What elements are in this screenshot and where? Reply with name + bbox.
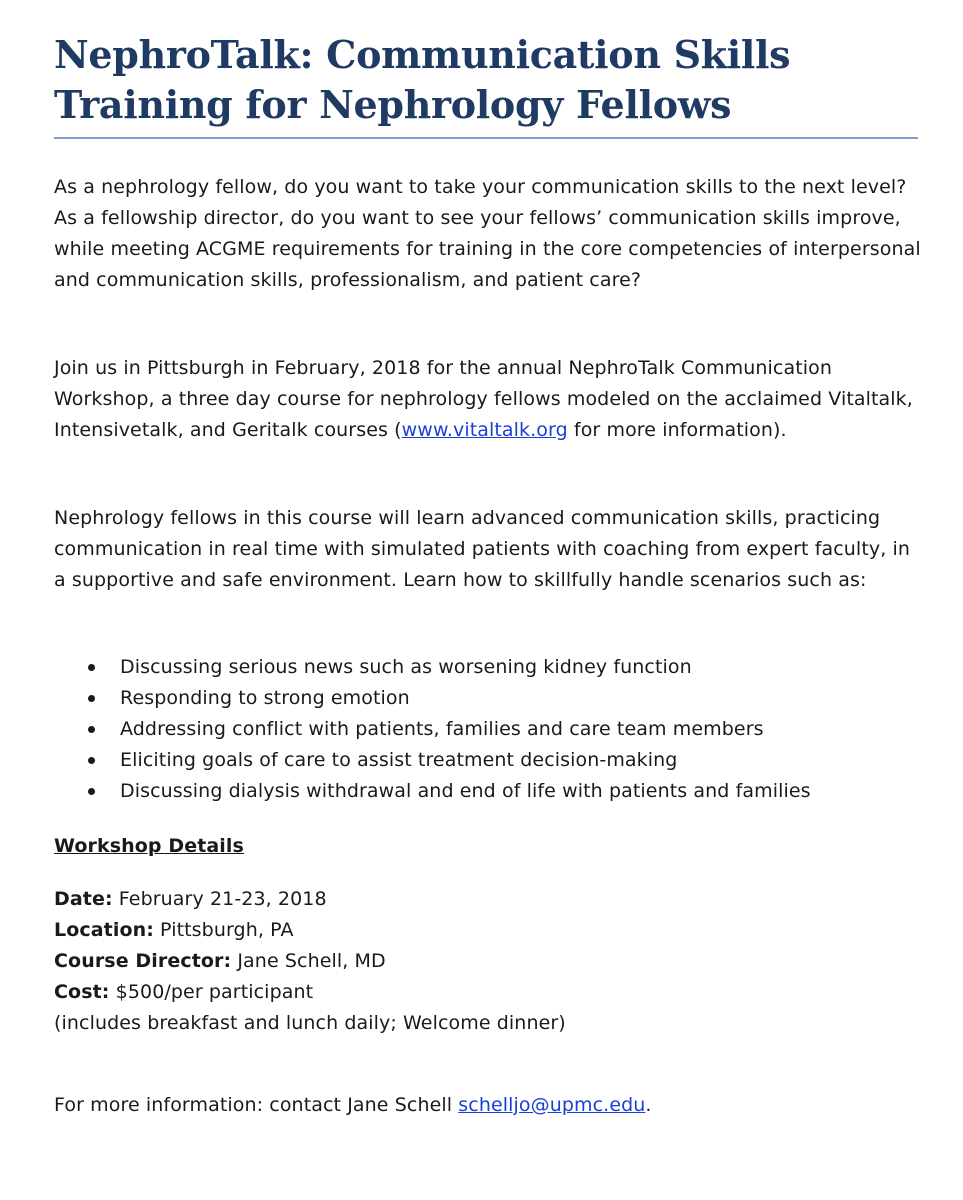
vitaltalk-link[interactable]: www.vitaltalk.org bbox=[401, 419, 568, 441]
detail-date bbox=[54, 884, 934, 915]
list-item-text: Eliciting goals of care to assist treatment decision-making bbox=[120, 749, 678, 771]
list-item bbox=[54, 652, 934, 683]
bullet-icon bbox=[88, 757, 95, 764]
course-paragraph: Nephrology fellows in this course will learn advanced communication skills, practicing communication in real time with simulated patients with coaching from expert faculty, in a supportive and safe environment. Learn how to skillfully handle scenarios such as: bbox=[54, 507, 911, 591]
detail-label: Date: bbox=[54, 888, 113, 910]
contact-text: For more information: contact Jane Schell bbox=[54, 1094, 459, 1116]
workshop-paragraph-text: Join us in Pittsburgh in February, 2018 for the annual NephroTalk Communication Workshop, a three day course for nephrology fellows modeled on the acclaimed Vitaltalk, Intensivetalk, and Geritalk courses ( bbox=[54, 357, 913, 441]
list-item bbox=[54, 683, 934, 714]
scenario-list bbox=[54, 652, 934, 807]
contact-line bbox=[54, 1090, 652, 1121]
bullet-icon bbox=[88, 726, 95, 733]
workshop-details bbox=[54, 884, 934, 1039]
intro-paragraph: As a nephrology fellow, do you want to take your communication skills to the next level? As a fellowship director, do you want to see your fellows’ communication skills improve, while meeting ACGME requirements for training in the core competencies of interpersonal and communication skills, professionalism, and patient care? bbox=[54, 176, 921, 291]
detail-value: February 21-23, 2018 bbox=[112, 888, 327, 910]
list-item-text: Discussing serious news such as worsening kidney function bbox=[120, 656, 692, 678]
list-item bbox=[54, 745, 934, 776]
detail-includes: (includes breakfast and lunch daily; Welcome dinner) bbox=[54, 1012, 566, 1034]
workshop-paragraph bbox=[54, 353, 924, 446]
detail-location bbox=[54, 915, 934, 946]
detail-label: Course Director: bbox=[54, 950, 232, 972]
workshop-paragraph-tail: for more information). bbox=[567, 419, 787, 441]
email-link[interactable]: schelljo@upmc.edu bbox=[458, 1094, 646, 1116]
contact-end: . bbox=[645, 1094, 652, 1116]
list-item-text: Addressing conflict with patients, families and care team members bbox=[120, 718, 764, 740]
list-item-text: Discussing dialysis withdrawal and end of life with patients and families bbox=[120, 780, 811, 802]
bullet-icon bbox=[88, 664, 95, 671]
list-item-text: Responding to strong emotion bbox=[120, 687, 410, 709]
workshop-details-heading: Workshop Details bbox=[54, 835, 244, 857]
bullet-icon bbox=[88, 695, 95, 702]
detail-value: Jane Schell, MD bbox=[231, 950, 386, 972]
detail-director bbox=[54, 946, 934, 977]
document-title: NephroTalk: Communication Skills Training for Nephrology Fellows bbox=[54, 32, 791, 127]
list-item bbox=[54, 714, 934, 745]
bullet-icon bbox=[88, 788, 95, 795]
detail-value: Pittsburgh, PA bbox=[153, 919, 294, 941]
title-divider bbox=[54, 137, 918, 139]
detail-value: $500/per participant bbox=[109, 981, 314, 1003]
detail-cost bbox=[54, 977, 934, 1008]
detail-label: Cost: bbox=[54, 981, 110, 1003]
detail-label: Location: bbox=[54, 919, 154, 941]
list-item bbox=[54, 776, 934, 807]
